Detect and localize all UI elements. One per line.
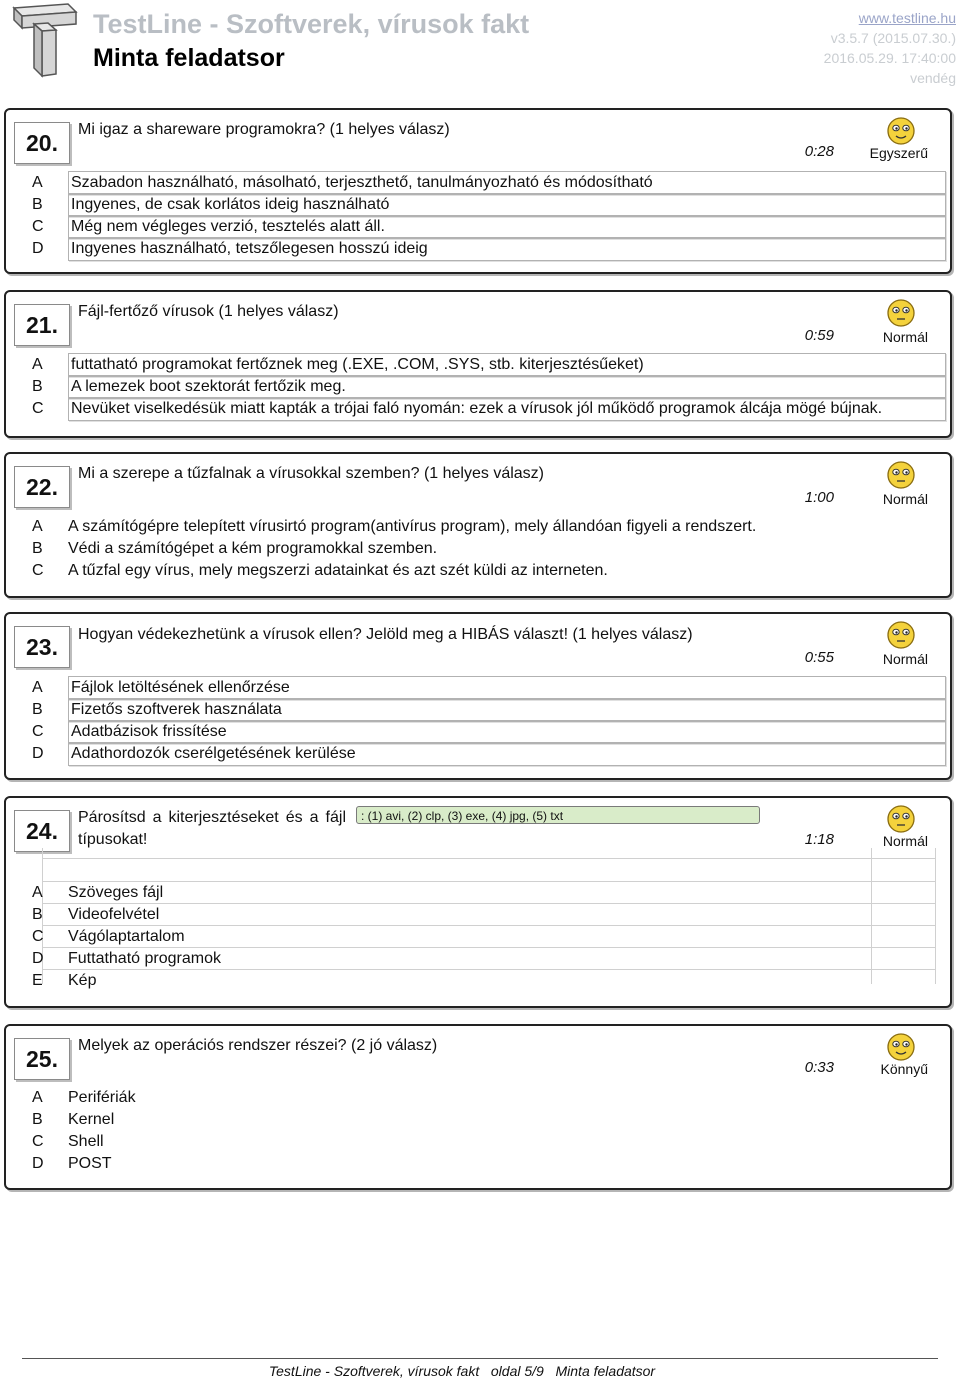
question-text: Melyek az operációs rendszer részei? (2 jó válasz) [78, 1037, 438, 1054]
answer-letter: A [32, 518, 43, 535]
answer-text: Perifériák [68, 1089, 136, 1106]
question-text: Fájl-fertőző vírusok (1 helyes válasz) [78, 303, 339, 320]
question-difficulty: Normál [882, 833, 928, 849]
header-title: TestLine - Szoftverek, vírusok fakt [93, 9, 530, 39]
answer-row[interactable] [28, 172, 946, 194]
answer-text: Ingyenes, de csak korlátos ideig használható [68, 193, 946, 217]
answer-text: Videofelvétel [68, 906, 160, 923]
answer-row[interactable] [28, 194, 946, 216]
answer-text: Fizetős szoftverek használata [68, 698, 946, 722]
answer-row[interactable] [28, 1087, 946, 1109]
answer-text: futtatható programokat fertőznek meg (.EXE, .COM, .SYS, stb. kiterjesztésűeket) [68, 353, 946, 377]
answer-letter: B [32, 1111, 43, 1128]
answer-text: A tűzfal egy vírus, mely megszerzi adatainkat és azt szét küldi az interneten. [68, 562, 608, 579]
answer-row[interactable] [28, 216, 946, 238]
question-difficulty: Könnyű [880, 1061, 928, 1077]
answer-text: Fájlok letöltésének ellenőrzése [68, 676, 946, 700]
answer-letter: D [32, 1155, 44, 1172]
answer-letter: D [32, 240, 44, 257]
question-text: Mi igaz a shareware programokra? (1 helyes válasz) [78, 121, 450, 138]
question-difficulty: Egyszerű [869, 145, 928, 161]
answer-letter: C [32, 1133, 44, 1150]
answer-row[interactable] [28, 516, 946, 538]
question-21 [4, 290, 952, 438]
answer-text: Kép [68, 972, 97, 989]
question-23 [4, 612, 952, 780]
question-time: 0:59 [804, 327, 834, 344]
smiley-normal-icon [886, 460, 916, 490]
answer-text: Még nem végleges verzió, tesztelés alatt áll. [68, 215, 946, 239]
question-difficulty: Normál [882, 491, 928, 507]
smiley-normal-icon [886, 298, 916, 328]
answer-row[interactable] [28, 970, 946, 992]
answer-letter: D [32, 950, 44, 967]
answer-letter: A [32, 174, 43, 191]
question-text: Hogyan védekezhetünk a vírusok ellen? Jelöld meg a HIBÁS választ! (1 helyes válasz) [78, 626, 693, 643]
answer-row[interactable] [28, 354, 946, 376]
answer-letter: C [32, 400, 44, 417]
question-time: 0:33 [804, 1059, 834, 1076]
answer-letter: E [32, 972, 43, 989]
question-difficulty: Normál [882, 651, 928, 667]
answer-row[interactable] [28, 376, 946, 398]
answer-text: Futtatható programok [68, 950, 221, 967]
page-footer: TestLine - Szoftverek, vírusok fakt oldal 5/9 Minta feladatsor [268, 1363, 656, 1379]
answer-list [28, 172, 946, 260]
smiley-normal-icon [886, 804, 916, 834]
answer-row[interactable] [28, 560, 946, 582]
question-number: 22. [14, 466, 70, 508]
question-time: 1:00 [804, 489, 834, 506]
version-text: v3.5.7 (2015.07.30.) [830, 30, 956, 46]
answer-text: Védi a számítógépet a kém programokkal szemben. [68, 540, 438, 557]
answer-row[interactable] [28, 743, 946, 765]
question-time: 0:28 [804, 143, 834, 160]
question-number: 25. [14, 1038, 70, 1080]
answer-letter: C [32, 928, 44, 945]
question-22 [4, 452, 952, 598]
question-25 [4, 1024, 952, 1190]
answer-text: Adathordozók cserélgetésének kerülése [68, 742, 946, 766]
answer-letter: C [32, 562, 44, 579]
answer-letter: B [32, 701, 43, 718]
answer-row[interactable] [28, 538, 946, 560]
answer-letter: C [32, 218, 44, 235]
answer-row[interactable] [28, 1153, 946, 1175]
answer-row[interactable] [28, 699, 946, 721]
answer-text: Szöveges fájl [68, 884, 164, 901]
answer-letter: B [32, 540, 43, 557]
answer-letter: B [32, 906, 43, 923]
user-text: vendég [910, 70, 956, 86]
answer-row[interactable] [28, 904, 946, 926]
answer-letter: A [32, 679, 43, 696]
answer-text: Szabadon használható, másolható, terjeszthető, tanulmányozható és módosítható [68, 171, 946, 195]
answer-text: A lemezek boot szektorát fertőzik meg. [68, 375, 946, 399]
answer-row[interactable] [28, 1109, 946, 1131]
answer-letter: A [32, 884, 43, 901]
smiley-easy-icon [886, 116, 916, 146]
answer-row[interactable] [28, 1131, 946, 1153]
match-options: : (1) avi, (2) clp, (3) exe, (4) jpg, (5) txt [356, 806, 760, 824]
question-time: 0:55 [804, 649, 834, 666]
question-difficulty: Normál [882, 329, 928, 345]
site-link[interactable]: www.testline.hu [858, 10, 956, 26]
question-number: 23. [14, 626, 70, 668]
answer-row[interactable] [28, 882, 946, 904]
question-text: Mi a szerepe a tűzfalnak a vírusokkal szemben? (1 helyes válasz) [78, 465, 544, 482]
header-meta [824, 8, 956, 88]
question-time: 1:18 [804, 831, 834, 848]
smiley-easy-icon [886, 1032, 916, 1062]
answer-row[interactable] [28, 398, 946, 420]
answer-list [28, 882, 946, 992]
answer-text: Shell [68, 1133, 104, 1150]
question-number: 24. [14, 810, 70, 852]
question-number: 21. [14, 304, 70, 346]
header-subtitle: Minta feladatsor [93, 44, 285, 72]
answer-row[interactable] [28, 926, 946, 948]
testline-logo-icon [6, 2, 78, 78]
question-number: 20. [14, 122, 70, 164]
smiley-normal-icon [886, 620, 916, 650]
answer-text: Nevüket viselkedésük miatt kapták a trójai faló nyomán: ezek a vírusok jól működő programok álcája mögé bújnak. [68, 397, 946, 421]
question-24 [4, 796, 952, 1008]
answer-letter: C [32, 723, 44, 740]
answer-letter: B [32, 378, 43, 395]
answer-row[interactable] [28, 677, 946, 699]
answer-text: Ingyenes használható, tetszőlegesen hosszú ideig [68, 237, 946, 261]
answer-text: Kernel [68, 1111, 115, 1128]
datetime-text: 2016.05.29. 17:40:00 [823, 50, 956, 66]
answer-list [28, 677, 946, 765]
question-20 [4, 108, 952, 274]
answer-text: POST [68, 1155, 112, 1172]
answer-text: Vágólaptartalom [68, 928, 185, 945]
footer-divider [22, 1358, 938, 1359]
answer-list [28, 1087, 946, 1175]
answer-text: A számítógépre telepített vírusirtó program(antivírus program), mely állandóan figyeli a rendszert. [68, 518, 757, 535]
answer-letter: D [32, 745, 44, 762]
answer-text: Adatbázisok frissítése [68, 720, 946, 744]
answer-row[interactable] [28, 238, 946, 260]
answer-letter: A [32, 356, 43, 373]
answer-row[interactable] [28, 948, 946, 970]
answer-row[interactable] [28, 721, 946, 743]
answer-list [28, 354, 946, 420]
answer-letter: B [32, 196, 43, 213]
answer-letter: A [32, 1089, 43, 1106]
question-text: Párosítsd a kiterjesztéseket és a fájl típusokat! [78, 809, 346, 848]
answer-list [28, 516, 946, 582]
